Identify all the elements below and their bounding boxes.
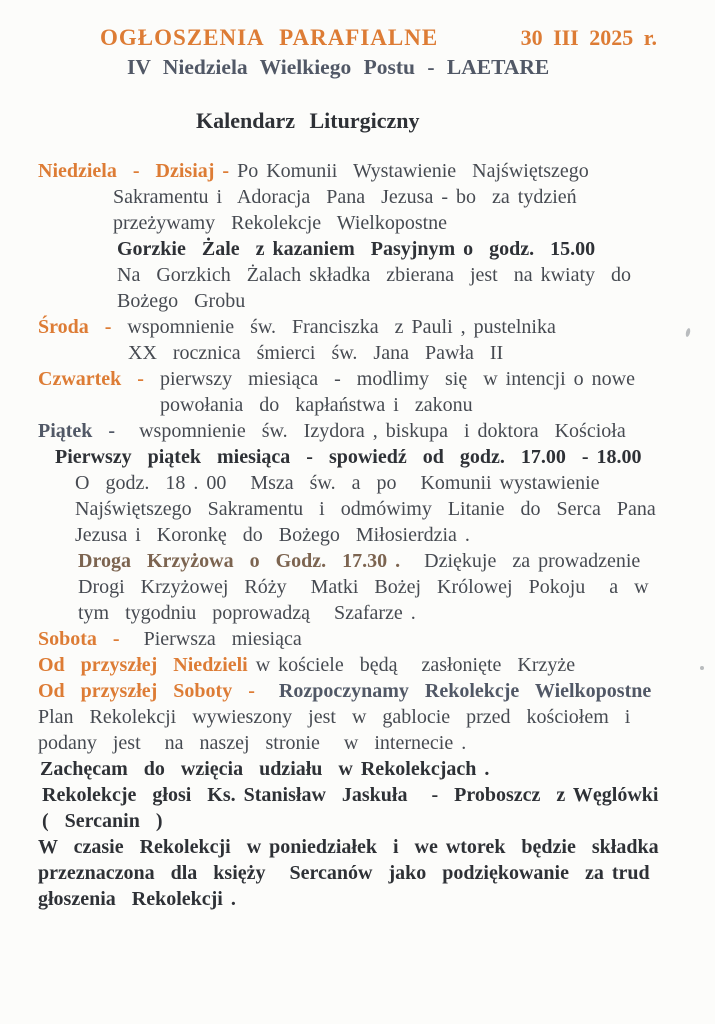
bold-text-run: Zachęcam do wzięcia udziału w Rekolekcjach .: [40, 758, 490, 780]
text-run: Bożego Grobu: [117, 290, 246, 312]
text-run: w kościele będą zasłonięte Krzyże: [255, 654, 576, 676]
text-line: [38, 522, 715, 548]
text-line: [38, 782, 715, 808]
text-line: [38, 158, 715, 184]
text-line: [38, 678, 715, 704]
bold-text-run: W czasie Rekolekcji w poniedziałek i we wtorek będzie składka: [38, 836, 659, 858]
text-line: [38, 704, 715, 730]
bold-text-run: ( Sercanin ): [42, 810, 163, 832]
text-line: [38, 418, 715, 444]
text-run: podany jest na naszej stronie w internecie .: [38, 732, 467, 754]
text-line: [38, 262, 715, 288]
text-run: Plan Rekolekcji wywieszony jest w gablocie przed kościołem i: [38, 706, 631, 728]
text-line: [38, 652, 715, 678]
text-run: powołania do kapłaństwa i zakonu: [160, 394, 473, 416]
bold-text-run: Pierwszy piątek miesiąca - spowiedź od godz. 17.00 - 18.00: [55, 446, 642, 468]
document-title: OGŁOSZENIA PARAFIALNE: [100, 25, 439, 50]
subheading: Droga Krzyżowa o Godz. 17.30 .: [78, 550, 401, 572]
text-run: Drogi Krzyżowej Róży Matki Bożej Królowej Pokoju a w: [78, 576, 649, 598]
bold-text-run: głoszenia Rekolekcji .: [38, 888, 236, 910]
text-run: Pierwsza miesiąca: [127, 628, 302, 650]
text-line: [38, 548, 715, 574]
text-run: przeżywamy Rekolekcje Wielkopostne: [113, 212, 448, 234]
text-line: [38, 366, 715, 392]
text-run: Dziękuje za prowadzenie: [400, 550, 641, 572]
text-line: [38, 834, 715, 860]
day-heading: Od przyszłej Soboty -: [38, 680, 263, 702]
text-run: pierwszy miesiąca - modlimy się w intencji o nowe: [151, 368, 635, 390]
document-header: [0, 25, 715, 133]
text-line: [38, 392, 715, 418]
text-line: [38, 886, 715, 912]
text-run: XX rocznica śmierci św. Jana Pawła II: [128, 342, 504, 364]
text-line: [38, 444, 715, 470]
text-run: Jezusa i Koronkę do Bożego Miłosierdzia .: [75, 524, 470, 546]
bold-text-run: Gorzkie Żale z kazaniem Pasyjnym o godz. 15.00: [117, 238, 596, 260]
text-run: O godz. 18 . 00 Msza św. a po Komunii wystawienie: [75, 472, 600, 494]
document-subtitle: IV Niedziela Wielkiego Postu - LAETARE: [127, 55, 550, 79]
text-line: [38, 184, 715, 210]
bold-text-run: przeznaczona dla księży Sercanów jako podziękowanie za trud: [38, 862, 650, 884]
text-line: [38, 808, 715, 834]
text-run: Na Gorzkich Żalach składka zbierana jest na kwiaty do: [117, 264, 632, 286]
text-line: [38, 600, 715, 626]
text-line: [38, 340, 715, 366]
text-line: [38, 496, 715, 522]
text-line: [38, 314, 715, 340]
text-line: [38, 574, 715, 600]
text-line: [38, 626, 715, 652]
emphasis-heading: Rozpoczynamy Rekolekcje Wielkopostne: [262, 680, 652, 702]
document-date: 30 III 2025 r.: [520, 25, 657, 50]
text-line: [38, 210, 715, 236]
day-heading: Niedziela - Dzisiaj -: [38, 160, 238, 182]
section-title: Kalendarz Liturgiczny: [196, 108, 420, 133]
text-line: [38, 236, 715, 262]
text-run: tym tygodniu poprowadzą Szafarze .: [78, 602, 416, 624]
text-line: [38, 730, 715, 756]
text-run: Po Komunii Wystawienie Najświętszego: [237, 160, 589, 182]
announcement-body: [0, 158, 715, 912]
emphasis-heading: Piątek -: [38, 420, 124, 442]
text-run: Najświętszego Sakramentu i odmówimy Litanie do Serca Pana: [75, 498, 656, 520]
text-line: [38, 288, 715, 314]
text-run: wspomnienie św. Izydora , biskupa i doktora Kościoła: [123, 420, 626, 442]
bold-text-run: Rekolekcje głosi Ks. Stanisław Jaskuła - Proboszcz z Węglówki: [42, 784, 659, 806]
text-line: [38, 756, 715, 782]
text-line: [38, 470, 715, 496]
title-row: [0, 25, 715, 51]
text-run: wspomnienie św. Franciszka z Pauli , pustelnika: [119, 316, 556, 338]
scan-artifact: [700, 666, 704, 670]
day-heading: Sobota -: [38, 628, 128, 650]
day-heading: Środa -: [38, 316, 120, 338]
text-line: [38, 860, 715, 886]
day-heading: Czwartek -: [38, 368, 152, 390]
text-run: Sakramentu i Adoracja Pana Jezusa - bo za tydzień: [113, 186, 577, 208]
day-heading: Od przyszłej Niedzieli: [38, 654, 256, 676]
